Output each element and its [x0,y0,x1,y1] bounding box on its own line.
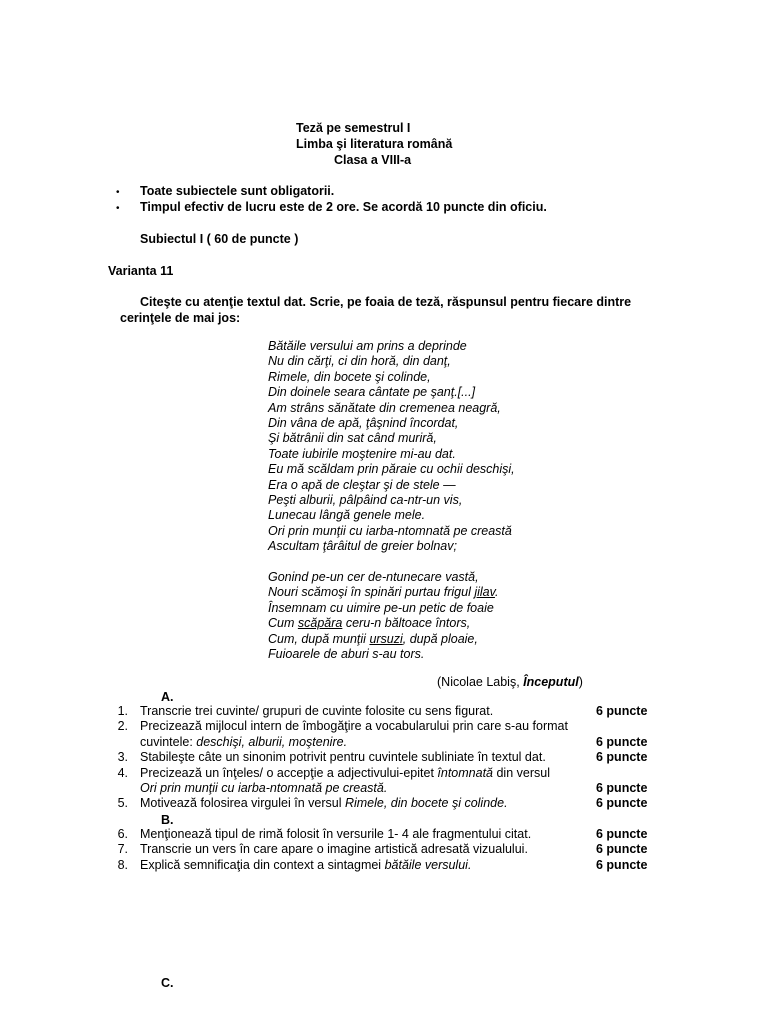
header-class: Clasa a VIII-a [334,153,412,167]
poem-line: Eu mă scăldam prin păraie cu ochii deschişi, [268,462,515,477]
question-number: 6. [117,827,128,841]
question-text: Menţionează tipul de rimă folosit în versurile 1- 4 ale fragmentului citat. [140,827,532,841]
question-text: Transcrie un vers în care apare o imagine artistică adresată vizualului. [140,842,528,857]
question-number: 8. [117,857,128,872]
poem-line: Peşti alburii, pâlpâind ca-ntr-un vis, [268,493,463,508]
bullet-icon: • [116,187,120,198]
question-text: Ori prin munţii cu iarba-ntomnată pe creastă. [140,781,388,795]
poem-line: Nouri scămoşi în spinări purtau frigul jilav. [268,585,499,600]
poem-line: Din doinele seara cântate pe şanţ.[...] [268,385,476,400]
question-number: 3. [117,750,128,765]
header-title: Teză pe semestrul I [296,121,411,135]
question-text: Motivează folosirea virgulei în versul Rimele, din bocete şi colinde. [140,796,508,811]
poem-line: Însemnam cu uimire pe-un petic de foaie [268,600,494,615]
poem-stanza-1 [268,339,515,555]
section-b-label: B. [161,813,174,827]
poem-line: Toate iubirile moştenire mi-au dat. [268,446,456,461]
underlined-word: scăpăra [297,616,343,631]
bullet-icon: • [116,203,120,214]
attribution-author: (Nicolae Labiş, [437,675,524,689]
question-points: 6 puncte [596,704,648,718]
underlined-word: jilav [474,585,495,600]
poem-line: Şi bătrânii din sat când muriră, [268,431,437,446]
underlined-word: ursuzi [369,631,403,646]
question-text: Precizează un înţeles/ o accepţie a adjectivului-epitet întomnată din versul [140,765,550,780]
question-points: 6 puncte [596,796,648,811]
poem-line: Rimele, din bocete şi colinde, [268,369,431,384]
question-number: 5. [117,796,128,811]
poem-line: Cum, după munţii ursuzi, după ploaie, [268,631,478,646]
poem-line: Ori prin munţii cu iarba-ntomnată pe creastă [268,523,512,538]
poem [268,339,515,663]
question-points: 6 puncte [596,857,648,872]
question-number: 7. [117,842,128,857]
instruction-line: Citeşte cu atenţie textul dat. Scrie, pe foaia de teză, răspunsul pentru fiecare dintre [140,295,632,309]
section-a-label: A. [161,690,174,704]
attribution-close: ) [578,675,583,689]
rule-item: Timpul efectiv de lucru este de 2 ore. Se acordă 10 puncte din oficiu. [140,200,547,214]
poem-line: Gonind pe-un cer de-ntunecare vastă, [268,570,479,585]
attribution-title: Începutul [523,675,579,689]
section-c-label: C. [161,976,174,990]
poem-line: Nu din cărţi, ci din horă, din danţ, [268,354,451,369]
poem-line: Bătăile versului am prins a deprinde [268,339,467,353]
question-text: Stabileşte câte un sinonim potrivit pentru cuvintele subliniate în textul dat. [140,750,546,765]
question-points: 6 puncte [596,827,648,841]
question-text: Transcrie trei cuvinte/ grupuri de cuvinte folosite cu sens figurat. [140,704,494,718]
poem-line: Era o apă de cleştar şi de stele — [268,477,456,492]
attribution [437,675,583,690]
instruction-line: cerinţele de mai jos: [120,311,241,325]
variant-label: Varianta 11 [108,264,174,278]
poem-stanza-2 [268,570,515,662]
question-points: 6 puncte [596,781,648,795]
poem-line: Fuioarele de aburi s-au tors. [268,647,425,662]
question-points: 6 puncte [596,842,648,857]
rule-item: Toate subiectele sunt obligatorii. [140,184,335,198]
subject-title: Subiectul I ( 60 de puncte ) [140,232,299,246]
question-number: 4. [117,765,128,780]
poem-line: Ascultam ţârâitul de greier bolnav; [268,539,457,554]
question-points: 6 puncte [596,734,648,749]
poem-line: Din vâna de apă, ţâşnind încordat, [268,416,459,431]
poem-line: Lunecau lângă genele mele. [268,508,426,523]
question-text: Explică semnificaţia din context a sintagmei bătăile versului. [140,857,472,872]
question-text: cuvintele: deschişi, alburii, moştenire. [140,734,348,749]
poem-line: Am strâns sănătate din cremenea neagră, [268,400,501,415]
poem-line: Cum scăpăra ceru-n băltoace întors, [268,616,471,631]
question-number: 1. [117,704,128,718]
question-points: 6 puncte [596,750,648,765]
question-text: Precizează mijlocul intern de îmbogăţire a vocabularului prin care s-au format [140,719,568,734]
question-number: 2. [117,719,128,734]
header-subject: Limba şi literatura română [296,137,453,151]
